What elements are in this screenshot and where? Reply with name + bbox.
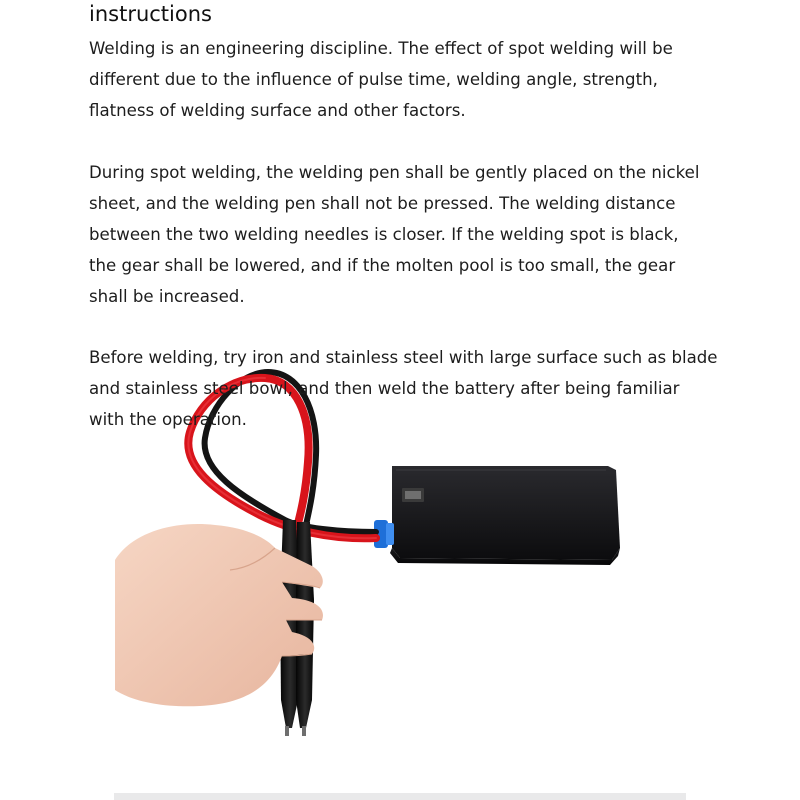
instructions-paragraph-1 [89,33,729,126]
connector-illustration [374,520,394,548]
paragraph-line: between the two welding needles is closer. If the welding spot is black, [89,225,679,244]
paragraph-line: with the operation. [89,410,247,429]
paragraph-line: and stainless steel bowl, and then weld the battery after being familiar [89,379,680,398]
control-box-illustration [390,466,620,565]
hand-illustration [115,524,323,706]
paragraph-line: flatness of welding surface and other factors. [89,101,466,120]
paragraph-line: Welding is an engineering discipline. The effect of spot welding will be [89,39,673,58]
instructions-paragraph-3 [89,342,729,435]
welding-pen-illustration [280,520,314,736]
paragraph-line: shall be increased. [89,287,245,306]
instructions-paragraph-2 [89,157,729,312]
paragraph-line: During spot welding, the welding pen shall be gently placed on the nickel [89,163,700,182]
page-title: instructions [89,2,212,26]
bottom-divider [114,793,686,800]
paragraph-line: Before welding, try iron and stainless steel with large surface such as blade [89,348,718,367]
paragraph-line: sheet, and the welding pen shall not be pressed. The welding distance [89,194,676,213]
paragraph-line: the gear shall be lowered, and if the molten pool is too small, the gear [89,256,676,275]
paragraph-line: different due to the influence of pulse time, welding angle, strength, [89,70,658,89]
